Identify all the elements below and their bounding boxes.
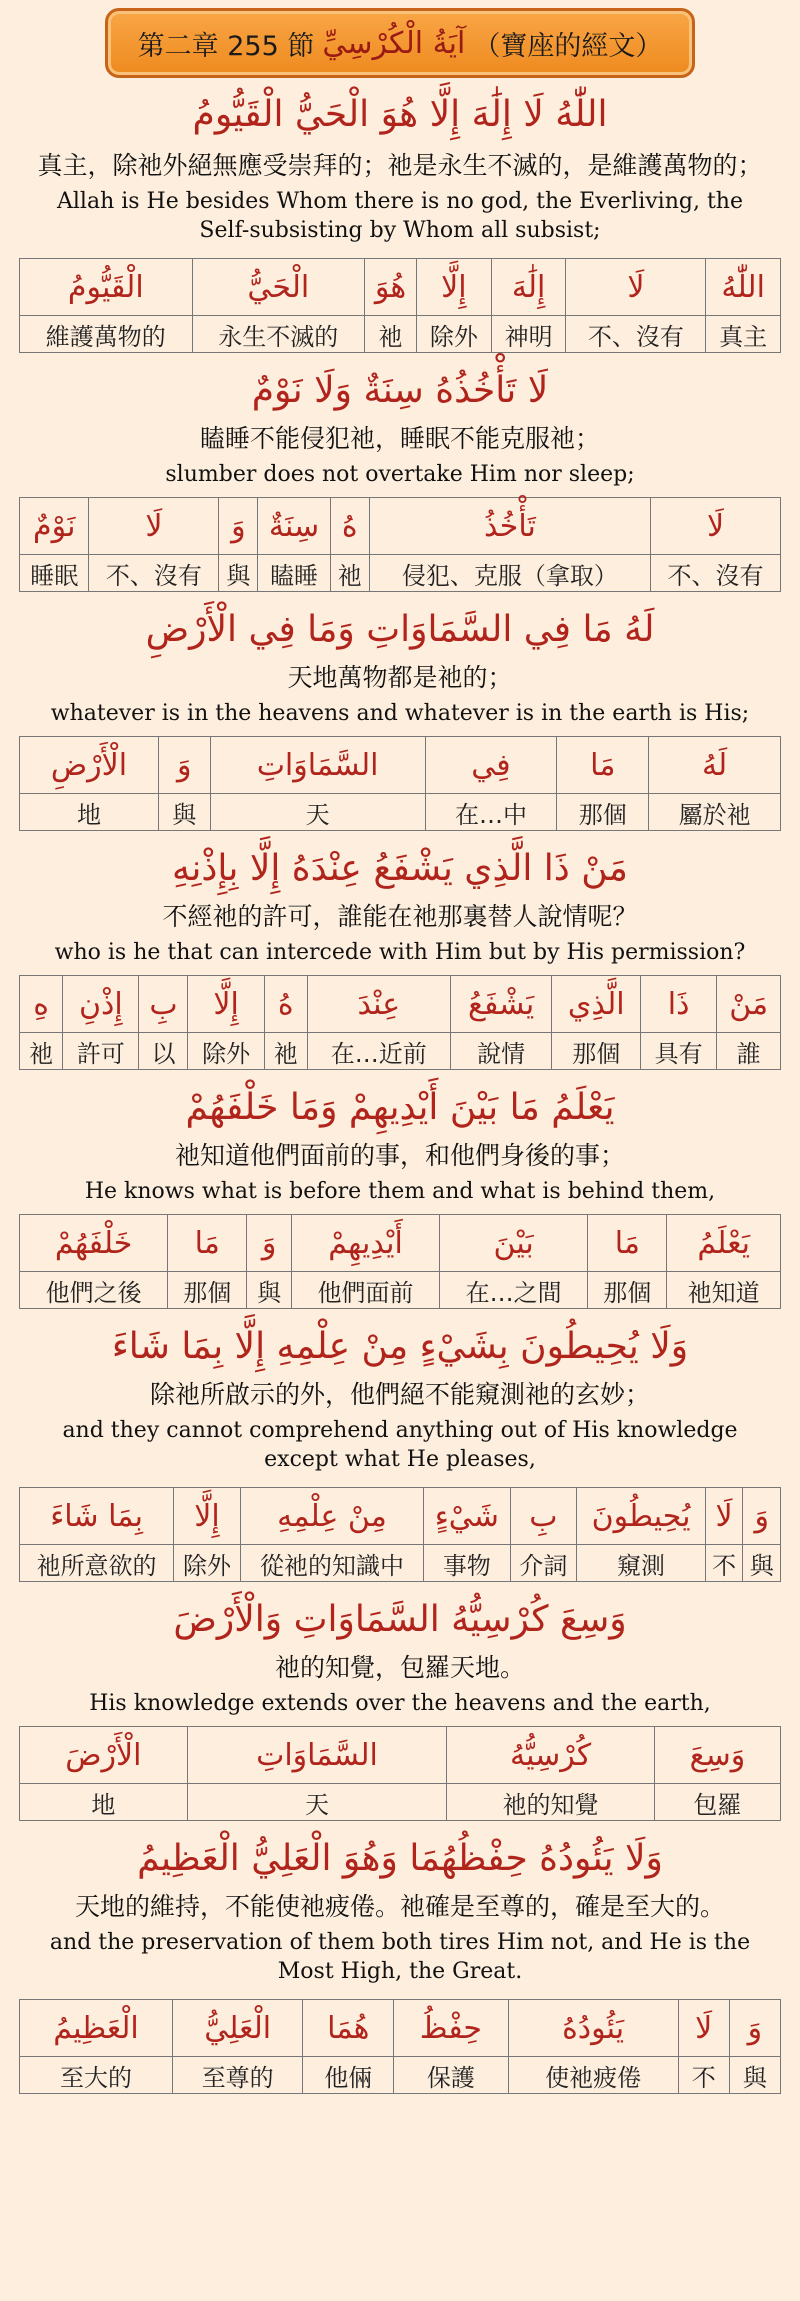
word-row-translation — [20, 2057, 781, 2094]
verse-english: whatever is in the heavens and whatever is in the earth is His; — [50, 701, 750, 726]
word-arabic: بِ — [139, 976, 188, 1033]
word-translation: 在…中 — [425, 794, 557, 831]
verse-arabic: لَا تَأْخُذُهُ سِنَةٌ وَلَا نَوْمٌ — [251, 370, 549, 411]
word-translation: 具有 — [640, 1033, 716, 1070]
word-arabic: فِي — [425, 737, 557, 794]
word-translation: 地 — [20, 1784, 188, 1821]
word-arabic: يَعْلَمُ — [667, 1215, 781, 1272]
title-banner — [105, 8, 695, 78]
word-row-arabic — [20, 1488, 781, 1545]
verse-chinese: 祂的知覺，包羅天地。 — [274, 1653, 525, 1682]
verse-arabic: وَلَا يُحِيطُونَ بِشَيْءٍ مِنْ عِلْمِهِ إِلَّا بِمَا شَاءَ — [111, 1326, 689, 1367]
word-translation: 祂所意欲的 — [20, 1545, 174, 1582]
word-translation: 不 — [678, 2057, 729, 2094]
verse-section — [0, 1827, 800, 2094]
word-row-arabic — [20, 1727, 781, 1784]
word-arabic: هُمَا — [303, 2000, 394, 2057]
verse-chinese: 瞌睡不能侵犯祂，睡眠不能克服祂； — [199, 424, 600, 453]
word-table — [19, 497, 781, 592]
verse-arabic: وَسِعَ كُرْسِيُّهُ السَّمَاوَاتِ وَالْأَرْضَ — [173, 1599, 627, 1640]
word-translation: 那個 — [557, 794, 649, 831]
word-translation: 那個 — [168, 1272, 247, 1309]
verse-english: and they cannot comprehend anything out of His knowledge except what He pleases, — [62, 1418, 738, 1472]
word-arabic: مَا — [588, 1215, 667, 1272]
word-row-translation — [20, 1272, 781, 1309]
word-arabic: الْأَرْضِ — [20, 737, 159, 794]
word-arabic: لَا — [566, 259, 706, 316]
verse-chinese: 除祂所啟示的外，他們絕不能窺測祂的玄妙； — [149, 1380, 650, 1409]
word-translation: 他們面前 — [291, 1272, 439, 1309]
word-translation: 至大的 — [20, 2057, 173, 2094]
verse-english: Allah is He besides Whom there is no god, the Everliving, the Self-subsisting by Whom all subsist; — [57, 189, 743, 243]
word-arabic: يَئُودُهُ — [508, 2000, 678, 2057]
word-arabic: وَسِعَ — [654, 1727, 780, 1784]
word-translation: 祂 — [330, 555, 369, 592]
word-arabic: ذَا — [640, 976, 716, 1033]
verse-chinese: 不經祂的許可，誰能在祂那裏替人說情呢？ — [162, 902, 638, 931]
word-translation: 神明 — [491, 316, 566, 353]
verse-sections — [0, 80, 800, 2094]
word-arabic: إِلَّا — [417, 259, 492, 316]
word-translation: 侵犯、克服（拿取） — [369, 555, 650, 592]
word-arabic: كُرْسِيُّهُ — [447, 1727, 655, 1784]
word-translation: 與 — [219, 555, 258, 592]
verse-section — [0, 359, 800, 598]
word-arabic: لَا — [705, 1488, 743, 1545]
verse-section — [0, 1076, 800, 1315]
word-row-translation — [20, 794, 781, 831]
title-suffix: （寶座的經文） — [473, 30, 663, 62]
word-arabic: السَّمَاوَاتِ — [187, 1727, 447, 1784]
word-translation: 至尊的 — [172, 2057, 302, 2094]
word-table — [19, 1999, 781, 2094]
word-translation: 永生不滅的 — [192, 316, 364, 353]
word-translation: 他們之後 — [20, 1272, 168, 1309]
word-table — [19, 1726, 781, 1821]
word-translation: 包羅 — [654, 1784, 780, 1821]
word-row-translation — [20, 316, 781, 353]
verse-arabic: وَلَا يَئُودُهُ حِفْظُهُمَا وَهُوَ الْعَلِيُّ الْعَظِيمُ — [137, 1838, 663, 1879]
word-translation: 說情 — [450, 1033, 552, 1070]
word-arabic: لَا — [651, 498, 781, 555]
word-translation: 除外 — [174, 1545, 241, 1582]
word-arabic: الْعَظِيمُ — [20, 2000, 173, 2057]
word-translation: 在…近前 — [307, 1033, 450, 1070]
word-arabic: نَوْمٌ — [20, 498, 89, 555]
word-arabic: هُ — [330, 498, 369, 555]
word-arabic: وَ — [743, 1488, 781, 1545]
word-arabic: إِلَٰهَ — [491, 259, 566, 316]
word-arabic: أَيْدِيهِمْ — [291, 1215, 439, 1272]
verse-english: who is he that can intercede with Him but by His permission? — [54, 940, 746, 965]
word-row-translation — [20, 1545, 781, 1582]
verse-chinese: 天地的維持，不能使祂疲倦。祂確是至尊的，確是至大的。 — [74, 1892, 725, 1921]
word-translation: 他倆 — [303, 2057, 394, 2094]
word-arabic: وَ — [219, 498, 258, 555]
word-translation: 不、沒有 — [651, 555, 781, 592]
word-translation: 那個 — [588, 1272, 667, 1309]
word-table — [19, 258, 781, 353]
verse-section — [0, 837, 800, 1076]
word-arabic: بِمَا شَاءَ — [20, 1488, 174, 1545]
word-translation: 瞌睡 — [258, 555, 330, 592]
word-arabic: الَّذِي — [552, 976, 640, 1033]
word-translation: 維護萬物的 — [20, 316, 193, 353]
title-prefix: 第二章 255 節 — [137, 30, 315, 62]
word-translation: 與 — [743, 1545, 781, 1582]
word-arabic: إِذْنِ — [63, 976, 139, 1033]
word-translation: 保護 — [394, 2057, 508, 2094]
word-table — [19, 1214, 781, 1309]
word-translation: 祂知道 — [667, 1272, 781, 1309]
word-translation: 祂 — [20, 1033, 63, 1070]
word-row-translation — [20, 555, 781, 592]
word-translation: 睡眠 — [20, 555, 89, 592]
verse-section — [0, 80, 800, 359]
word-translation: 窺測 — [577, 1545, 706, 1582]
word-table — [19, 1487, 781, 1582]
word-translation: 不 — [705, 1545, 743, 1582]
word-arabic: لَهُ — [649, 737, 781, 794]
word-table — [19, 736, 781, 831]
word-translation: 在…之間 — [440, 1272, 588, 1309]
word-arabic: مَا — [557, 737, 649, 794]
word-arabic: مِنْ عِلْمِهِ — [240, 1488, 423, 1545]
word-translation: 以 — [139, 1033, 188, 1070]
word-translation: 真主 — [706, 316, 781, 353]
word-arabic: شَيْءٍ — [424, 1488, 510, 1545]
word-arabic: حِفْظُ — [394, 2000, 508, 2057]
word-arabic: يَشْفَعُ — [450, 976, 552, 1033]
title-arabic: آيَةُ الْكُرْسِيِّ — [322, 25, 466, 61]
word-translation: 許可 — [63, 1033, 139, 1070]
word-arabic: مَنْ — [717, 976, 781, 1033]
verse-section — [0, 1315, 800, 1588]
word-translation: 那個 — [552, 1033, 640, 1070]
word-translation: 不、沒有 — [89, 555, 219, 592]
word-arabic: وَ — [158, 737, 210, 794]
word-arabic: لَا — [89, 498, 219, 555]
word-translation: 與 — [729, 2057, 780, 2094]
word-arabic: اللّٰهُ — [706, 259, 781, 316]
word-row-arabic — [20, 498, 781, 555]
word-translation: 天 — [210, 794, 425, 831]
word-arabic: وَ — [729, 2000, 780, 2057]
word-table — [19, 975, 781, 1070]
verse-arabic: لَهُ مَا فِي السَّمَاوَاتِ وَمَا فِي الْأَرْضِ — [145, 609, 655, 650]
verse-chinese: 真主，除祂外絕無應受崇拜的；祂是永生不滅的，是維護萬物的； — [37, 151, 763, 180]
word-arabic: وَ — [247, 1215, 292, 1272]
verse-arabic: يَعْلَمُ مَا بَيْنَ أَيْدِيهِمْ وَمَا خَلْفَهُمْ — [185, 1087, 615, 1128]
word-arabic: بَيْنَ — [440, 1215, 588, 1272]
word-arabic: الْأَرْضَ — [20, 1727, 188, 1784]
verse-english: He knows what is before them and what is behind them, — [84, 1179, 716, 1204]
word-translation: 祂的知覺 — [447, 1784, 655, 1821]
title-wrap — [0, 0, 800, 80]
verse-section — [0, 598, 800, 837]
word-arabic: يُحِيطُونَ — [577, 1488, 706, 1545]
word-translation: 不、沒有 — [566, 316, 706, 353]
verse-section — [0, 1588, 800, 1827]
word-arabic: هِ — [20, 976, 63, 1033]
word-arabic: تَأْخُذُ — [369, 498, 650, 555]
verse-chinese: 祂知道他們面前的事，和他們身後的事； — [174, 1141, 625, 1170]
word-arabic: بِ — [510, 1488, 577, 1545]
word-row-translation — [20, 1033, 781, 1070]
verse-english: His knowledge extends over the heavens and the earth, — [89, 1691, 711, 1716]
word-translation: 與 — [247, 1272, 292, 1309]
word-row-arabic — [20, 2000, 781, 2057]
word-arabic: عِنْدَ — [307, 976, 450, 1033]
word-translation: 除外 — [188, 1033, 264, 1070]
verse-arabic: مَنْ ذَا الَّذِي يَشْفَعُ عِنْدَهُ إِلَّا بِإِذْنِهِ — [172, 848, 628, 889]
word-translation: 事物 — [424, 1545, 510, 1582]
word-row-translation — [20, 1784, 781, 1821]
word-translation: 介詞 — [510, 1545, 577, 1582]
word-translation: 除外 — [417, 316, 492, 353]
word-arabic: الْقَيُّومُ — [20, 259, 193, 316]
word-arabic: الْحَيُّ — [192, 259, 364, 316]
word-arabic: لَا — [678, 2000, 729, 2057]
verse-english: slumber does not overtake Him nor sleep; — [165, 462, 635, 487]
word-translation: 天 — [187, 1784, 447, 1821]
word-arabic: إِلَّا — [188, 976, 264, 1033]
word-arabic: إِلَّا — [174, 1488, 241, 1545]
word-row-arabic — [20, 259, 781, 316]
word-arabic: هُ — [264, 976, 307, 1033]
word-arabic: مَا — [168, 1215, 247, 1272]
verse-english: and the preservation of them both tires Him not, and He is the Most High, the Great. — [49, 1930, 751, 1984]
word-translation: 祂 — [264, 1033, 307, 1070]
verse-arabic: اللّٰهُ لَا إِلَٰهَ إِلَّا هُوَ الْحَيُّ الْقَيُّومُ — [192, 94, 608, 135]
word-translation: 使祂疲倦 — [508, 2057, 678, 2094]
word-row-arabic — [20, 737, 781, 794]
word-translation: 誰 — [717, 1033, 781, 1070]
word-arabic: السَّمَاوَاتِ — [210, 737, 425, 794]
word-arabic: خَلْفَهُمْ — [20, 1215, 168, 1272]
word-translation: 地 — [20, 794, 159, 831]
word-translation: 與 — [158, 794, 210, 831]
word-translation: 從祂的知識中 — [240, 1545, 423, 1582]
word-row-arabic — [20, 976, 781, 1033]
verse-chinese: 天地萬物都是祂的； — [287, 663, 513, 692]
word-arabic: الْعَلِيُّ — [172, 2000, 302, 2057]
word-arabic: سِنَةٌ — [258, 498, 330, 555]
word-translation: 祂 — [365, 316, 417, 353]
word-arabic: هُوَ — [365, 259, 417, 316]
word-translation: 屬於祂 — [649, 794, 781, 831]
word-row-arabic — [20, 1215, 781, 1272]
